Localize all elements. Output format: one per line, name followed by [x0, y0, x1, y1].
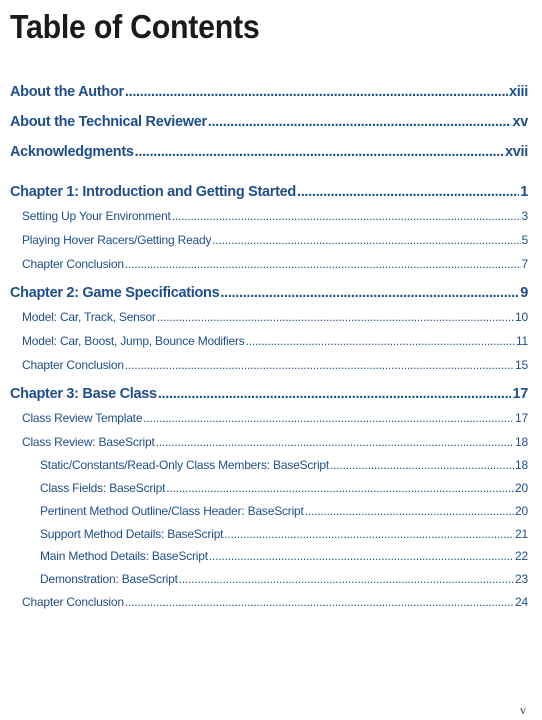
toc-entry-page: 17	[515, 411, 528, 425]
toc-entry-page: 11	[515, 334, 528, 348]
dot-leader	[135, 144, 504, 160]
page-title: Table of Contents	[10, 8, 260, 45]
dot-leader	[224, 527, 514, 541]
dot-leader	[297, 184, 519, 200]
toc-entry-ch2-conclusion[interactable]	[22, 358, 528, 372]
toc-entry-page: 1	[520, 184, 528, 200]
toc-entry-playing-hover-racers[interactable]	[22, 233, 528, 247]
toc-entry-page: 20	[515, 481, 528, 495]
dot-leader	[330, 458, 514, 472]
toc-entry-method-outline[interactable]	[40, 504, 528, 518]
toc-entry-label: Model: Car, Track, Sensor	[22, 310, 156, 324]
toc-entry-page: 9	[520, 285, 528, 301]
toc-entry-chapter-2[interactable]	[10, 285, 528, 301]
toc-entry-model-modifiers[interactable]	[22, 334, 528, 348]
toc-entry-page: xiii	[509, 84, 528, 100]
toc-entry-label: Class Review: BaseScript	[22, 435, 155, 449]
toc-entry-page: 23	[515, 572, 528, 586]
toc-entry-label: Chapter Conclusion	[22, 358, 124, 372]
toc-entry-chapter-1[interactable]	[10, 184, 528, 200]
toc-entry-label: Pertinent Method Outline/Class Header: BaseScript	[40, 504, 304, 518]
dot-leader	[158, 386, 512, 402]
toc-entry-page: 3	[521, 209, 528, 223]
toc-entry-label: Acknowledgments	[10, 144, 134, 160]
toc-entry-class-review-basescript[interactable]	[22, 435, 528, 449]
toc-entry-label: Model: Car, Boost, Jump, Bounce Modifiers	[22, 334, 245, 348]
toc-entry-page: 17	[512, 386, 528, 402]
toc-entry-page: 10	[515, 310, 528, 324]
toc-entry-label: Static/Constants/Read-Only Class Members: BaseScript	[40, 458, 330, 472]
toc-entry-label: Playing Hover Racers/Getting Ready	[22, 233, 212, 247]
toc-entry-demonstration[interactable]	[40, 572, 528, 586]
toc-entry-page: 5	[521, 233, 528, 247]
toc-entry-label: Setting Up Your Environment	[22, 209, 171, 223]
toc-entry-label: Chapter 3: Base Class	[10, 386, 157, 402]
toc-entry-page: 24	[515, 595, 528, 609]
toc-entry-label: Main Method Details: BaseScript	[40, 549, 208, 563]
toc-entry-label: About the Technical Reviewer	[10, 114, 207, 130]
toc-entry-model-car-track-sensor[interactable]	[22, 310, 528, 324]
toc-entry-setting-up[interactable]	[22, 209, 528, 223]
toc-entry-label: Demonstration: BaseScript	[40, 572, 178, 586]
toc-entry-technical-reviewer[interactable]	[10, 114, 528, 130]
dot-leader	[212, 233, 520, 247]
toc-entry-class-fields[interactable]	[40, 481, 528, 495]
dot-leader	[220, 285, 519, 301]
toc-entry-page: 22	[515, 549, 528, 563]
toc-entry-support-method[interactable]	[40, 527, 528, 541]
dot-leader	[166, 481, 514, 495]
toc-entry-label: Chapter Conclusion	[22, 595, 124, 609]
toc-entry-label: Support Method Details: BaseScript	[40, 527, 224, 541]
dot-leader	[209, 549, 514, 563]
dot-leader	[246, 334, 515, 348]
toc-entry-label: Class Fields: BaseScript	[40, 481, 166, 495]
dot-leader	[179, 572, 514, 586]
toc-entry-ch1-conclusion[interactable]	[22, 257, 528, 271]
dot-leader	[125, 358, 514, 372]
dot-leader	[305, 504, 514, 518]
toc-entry-page: xvii	[505, 144, 528, 160]
toc-entry-ch3-conclusion[interactable]	[22, 595, 528, 609]
toc-entry-label: Chapter Conclusion	[22, 257, 124, 271]
dot-leader	[172, 209, 521, 223]
toc-entry-page: xv	[512, 114, 528, 130]
toc-entry-page: 20	[515, 504, 528, 518]
toc-entry-page: 21	[515, 527, 528, 541]
toc-entry-page: 7	[521, 257, 528, 271]
toc-entry-chapter-3[interactable]	[10, 386, 528, 402]
toc-entry-page: 18	[515, 435, 528, 449]
dot-leader	[125, 595, 514, 609]
toc-entry-label: Chapter 2: Game Specifications	[10, 285, 220, 301]
toc-entry-label: About the Author	[10, 84, 124, 100]
dot-leader	[125, 257, 521, 271]
page-number: v	[520, 703, 526, 717]
toc-entry-page: 18	[515, 458, 528, 472]
toc-entry-static-members[interactable]	[40, 458, 528, 472]
dot-leader	[125, 84, 508, 100]
toc-entry-label: Chapter 1: Introduction and Getting Started	[10, 184, 296, 200]
toc-entry-class-review-template[interactable]	[22, 411, 528, 425]
dot-leader	[156, 435, 514, 449]
dot-leader	[157, 310, 514, 324]
toc-entry-main-method[interactable]	[40, 549, 528, 563]
toc-entry-acknowledgments[interactable]	[10, 144, 528, 160]
toc-entry-label: Class Review Template	[22, 411, 143, 425]
toc-entry-page: 15	[515, 358, 528, 372]
dot-leader	[208, 114, 512, 130]
toc-entry-about-author[interactable]	[10, 84, 528, 100]
dot-leader	[143, 411, 514, 425]
